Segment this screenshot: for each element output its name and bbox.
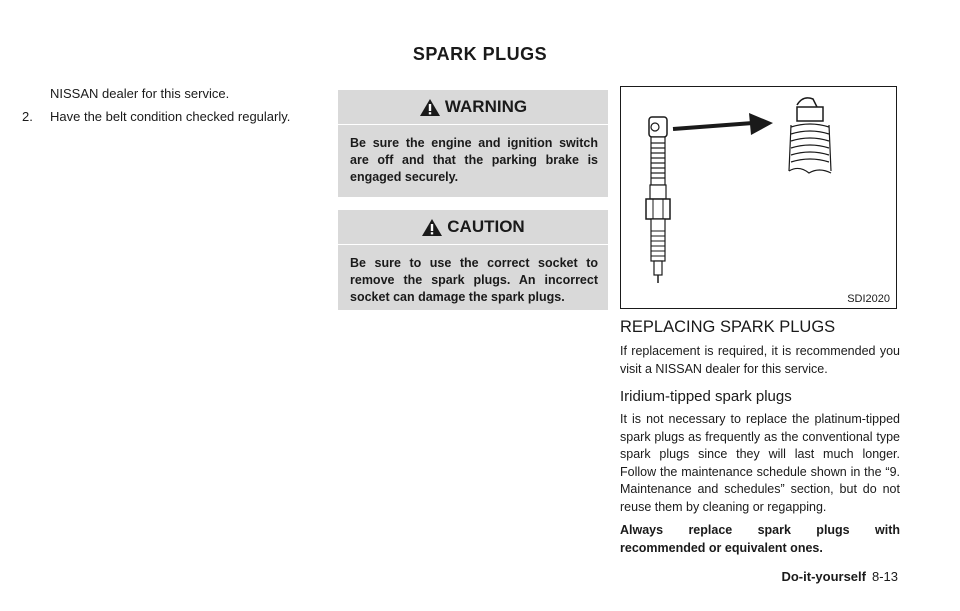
continued-text: NISSAN dealer for this service. [50, 86, 230, 101]
bold-paragraph: Always replace spark plugs with recommended or equivalent ones. [620, 523, 900, 555]
list-item-number: 2. [22, 109, 33, 124]
list-item [22, 107, 322, 127]
page-number: 8-13 [871, 569, 898, 584]
left-column [22, 84, 322, 127]
footer-section: Do-it-yourself [781, 569, 866, 584]
caution-header [338, 210, 608, 245]
body-paragraph: It is not necessary to replace the platinum-tipped spark plugs as frequently as the conventional type spark plugs since they will last much longer. Follow the maintenance schedule shown in the “9. Maintenance and schedules” section, but do not reuse them by cleaning or regapping. [620, 412, 900, 514]
warning-box [338, 90, 608, 197]
page-footer [781, 569, 898, 584]
warning-title: WARNING [444, 97, 528, 116]
caution-title: CAUTION [447, 217, 525, 236]
warning-header [338, 90, 608, 125]
caution-triangle-icon [421, 218, 443, 237]
section-heading: REPLACING SPARK PLUGS [620, 318, 836, 336]
spark-plug-figure [620, 86, 897, 309]
section-title: SPARK PLUGS [412, 44, 548, 64]
right-column [620, 318, 900, 557]
warning-text: Be sure the engine and ignition switch are off and that the parking brake is engaged securely. [350, 136, 598, 184]
figure-code: SDI2020 [847, 293, 890, 305]
warning-triangle-icon [419, 98, 441, 117]
intro-paragraph: If replacement is required, it is recommended you visit a NISSAN dealer for this service. [620, 344, 900, 376]
spark-plug-illustration [621, 87, 896, 292]
caution-text: Be sure to use the correct socket to remove the spark plugs. An incorrect socket can damage the spark plugs. [350, 256, 598, 304]
subheading: Iridium-tipped spark plugs [620, 388, 792, 405]
caution-box [338, 210, 608, 310]
list-item-text: Have the belt condition checked regularly. [50, 109, 291, 124]
